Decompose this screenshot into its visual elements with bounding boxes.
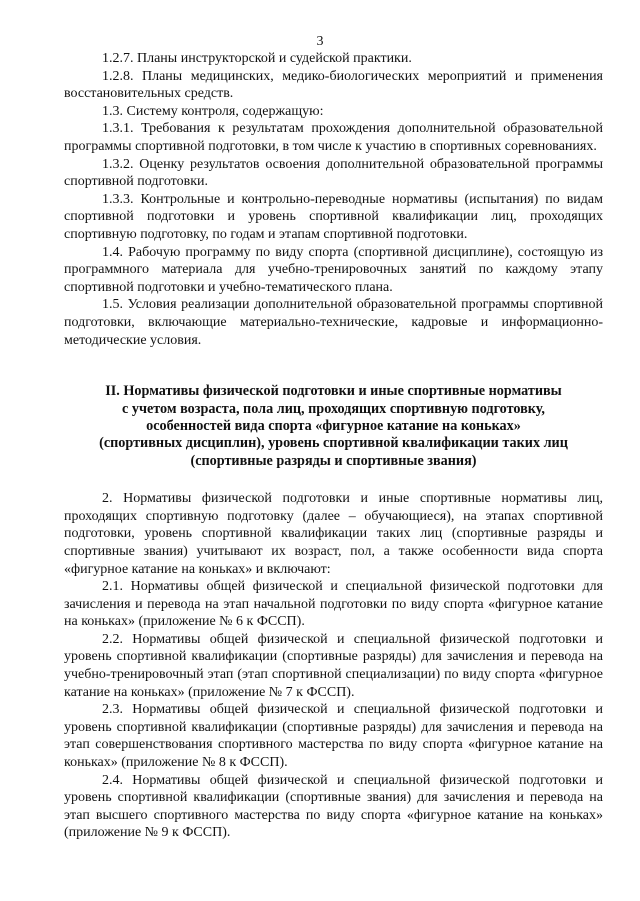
paragraph-1-2-8: 1.2.8. Планы медицинских, медико-биологических мероприятий и применения восстановительных средств. [64, 68, 603, 102]
paragraph-1-5: 1.5. Условия реализации дополнительной образовательной программы спортивной подготовки, включающие материально-технические, кадровые и информационно-методические условия. [64, 297, 603, 348]
paragraph-1-3: 1.3. Систему контроля, содержащую: [102, 103, 324, 119]
paragraph-1-3-2: 1.3.2. Оценку результатов освоения дополнительной образовательной программы спортивной подготовки. [64, 156, 603, 190]
paragraph-2-2: 2.2. Нормативы общей физической и специальной физической подготовки и уровень спортивной квалификации (спортивные разряды) для зачисления и перевода на учебно-тренировочный этап (этап спортивной специализации) по виду спорта «фигурное катание на коньках» (приложение № 7 к ФССП). [64, 631, 603, 700]
page-number: 3 [316, 34, 324, 49]
document-body [64, 50, 603, 842]
paragraph-2-4: 2.4. Нормативы общей физической и специальной физической подготовки и уровень спортивной квалификации (спортивные звания) для зачисления и перевода на этап высшего спортивного мастерства по виду спорта «фигурное катание на коньках» (приложение № 9 к ФССП). [64, 772, 603, 841]
paragraph-1-3-3: 1.3.3. Контрольные и контрольно-переводные нормативы (испытания) по видам спортивной подготовки и уровень спортивной квалификации лиц, проходящих спортивную подготовку, по годам и этапам спортивной подготовки. [64, 191, 603, 242]
section-heading-line: II. Нормативы физической подготовки и иные спортивные нормативы [105, 383, 562, 400]
paragraph-1-3-1: 1.3.1. Требования к результатам прохождения дополнительной образовательной программы спортивной подготовки, в том числе к участию в спортивных соревнованиях. [64, 121, 603, 154]
paragraph-1-4: 1.4. Рабочую программу по виду спорта (спортивной дисциплине), состоящую из программного материала для учебно-тренировочных занятий по каждому этапу спортивной подготовки и учебно-тематического плана. [64, 244, 603, 295]
section-heading-line: (спортивные разряды и спортивные звания) [190, 452, 477, 469]
paragraph-2-3: 2.3. Нормативы общей физической и специальной физической подготовки и уровень спортивной квалификации (спортивные разряды) для зачисления и перевода на этап совершенствования спортивного мастерства по виду спорта «фигурное катание на коньках» (приложение № 8 к ФССП). [64, 702, 603, 771]
section-heading-line: (спортивных дисциплин), уровень спортивной квалификации таких лиц [99, 435, 568, 452]
section-heading-line: особенностей вида спорта «фигурное катание на коньках» [146, 417, 521, 434]
paragraph-2: 2. Нормативы физической подготовки и иные спортивные нормативы лиц, проходящих спортивную подготовку (далее – обучающиеся), на этапах спортивной подготовки, уровень спортивной квалификации таких лиц (спортивные разряды и спортивные звания) учитывают их возраст, пол, а также особенности вида спорта «фигурное катание на коньках» и включают: [64, 491, 603, 577]
paragraph-1-2-7: 1.2.7. Планы инструкторской и судейской практики. [102, 51, 412, 66]
section-heading-line: с учетом возраста, пола лиц, проходящих спортивную подготовку, [122, 400, 545, 417]
paragraph-2-1: 2.1. Нормативы общей физической и специальной физической подготовки для зачисления и перевода на этап начальной подготовки по виду спорта «фигурное катание на коньках» (приложение № 6 к ФССП). [64, 579, 603, 630]
section-heading [64, 383, 603, 470]
